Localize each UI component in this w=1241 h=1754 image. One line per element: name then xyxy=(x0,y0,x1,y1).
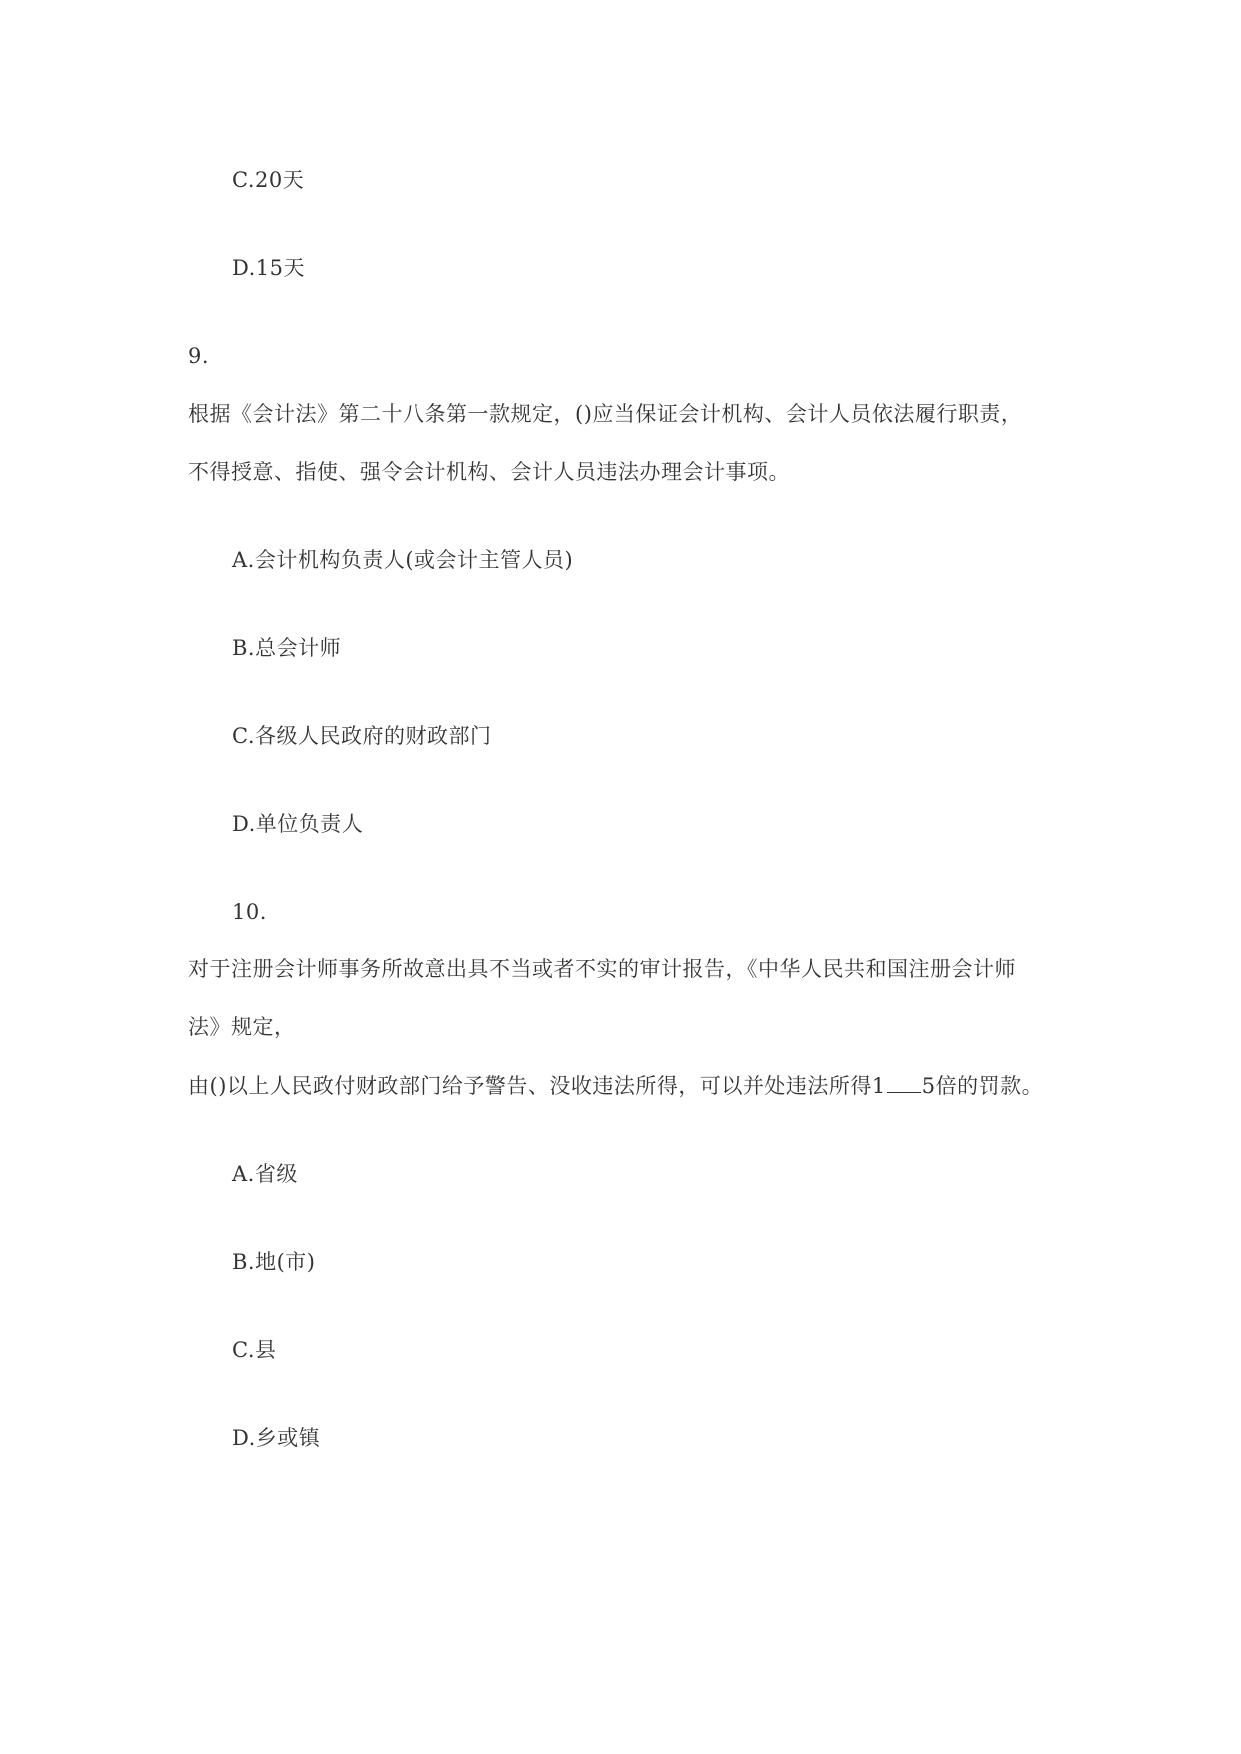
q10-stem-line-3-before: 由()以上人民政付财政部门给予警告、没收违法所得，可以并处违法所得1 xyxy=(188,1074,886,1098)
q10-number: 10. xyxy=(232,900,267,924)
q10-stem-line-2: 法》规定， xyxy=(188,1015,296,1039)
q10-stem-line-1: 对于注册会计师事务所故意出具不当或者不实的审计报告，《中华人民共和国注册会计师 xyxy=(188,957,1016,981)
q10-option-c: C.县 xyxy=(232,1338,277,1362)
q9-stem-line-1: 根据《会计法》第二十八条第一款规定，()应当保证会计机构、会计人员依法履行职责， xyxy=(188,402,1023,426)
q9-number: 9. xyxy=(188,344,210,368)
fill-in-blank xyxy=(887,1074,921,1093)
q10-option-b: B.地(市) xyxy=(232,1250,316,1274)
q10-option-d: D.乡或镇 xyxy=(232,1426,321,1450)
q10-stem-line-3 xyxy=(188,1072,1043,1100)
q8-option-d: D.15天 xyxy=(232,256,305,280)
q9-option-a: A.会计机构负责人(或会计主管人员) xyxy=(232,548,574,572)
q9-stem-line-2: 不得授意、指使、强令会计机构、会计人员违法办理会计事项。 xyxy=(188,460,790,484)
q9-option-d: D.单位负责人 xyxy=(232,812,364,836)
q9-option-c: C.各级人民政府的财政部门 xyxy=(232,724,492,748)
q10-option-a: A.省级 xyxy=(232,1162,298,1186)
q9-option-b: B.总会计师 xyxy=(232,636,342,660)
q10-stem-line-3-after: 5倍的罚款。 xyxy=(921,1074,1044,1098)
q8-option-c: C.20天 xyxy=(232,168,305,192)
